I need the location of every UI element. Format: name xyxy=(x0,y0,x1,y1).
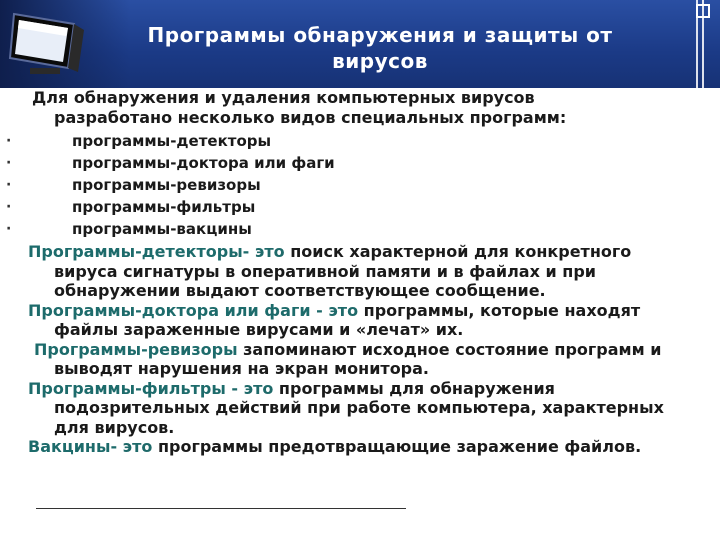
doctors-term: Программы-доктора или фаги xyxy=(28,300,311,320)
bullet-dot: · xyxy=(6,199,12,215)
auditors-term: Программы-ревизоры xyxy=(34,339,238,359)
list-item: · программы-фильтры xyxy=(6,198,256,216)
monitor-icon xyxy=(8,8,92,78)
slide-header xyxy=(0,0,720,88)
doctors-eto: - это xyxy=(310,300,359,320)
bullet-dot: · xyxy=(6,221,12,237)
doctors-paragraph xyxy=(28,301,700,340)
title-line-2: вирусов xyxy=(332,49,428,73)
vaccines-text: программы предотвращающие заражение файлов. xyxy=(152,437,642,456)
auditors-paragraph xyxy=(28,340,700,379)
auditors-text: запоминают исходное состояние программ и выводят нарушения на экран монитора. xyxy=(54,339,662,378)
intro-line-1: Для обнаружения и удаления компьютерных вирусов xyxy=(32,88,535,107)
filters-term: Программы-фильтры xyxy=(28,378,226,398)
bullet-dot: · xyxy=(6,177,12,193)
title-line-1: Программы обнаружения и защиты от xyxy=(147,23,613,47)
list-item: · программы-детекторы xyxy=(6,132,272,150)
footer-rule xyxy=(36,508,406,509)
filters-text: программы для обнаружения подозрительных действий при работе компьютера, характерных для вирусов. xyxy=(54,378,664,437)
vaccines-term: Вакцины- xyxy=(28,437,118,456)
bullet-dot: · xyxy=(6,155,12,171)
detectors-paragraph xyxy=(28,242,700,301)
filters-paragraph xyxy=(28,379,700,438)
list-item: · программы-ревизоры xyxy=(6,176,261,194)
vaccines-eto: это xyxy=(117,437,153,456)
slide-title xyxy=(100,22,660,74)
list-item: · программы-вакцины xyxy=(6,220,252,238)
filters-eto: - это xyxy=(225,378,274,398)
program-types-list xyxy=(6,130,700,240)
bullet-dot: · xyxy=(6,133,12,149)
detectors-term: Программы-детекторы- xyxy=(28,242,250,261)
slide-body xyxy=(6,88,700,457)
detectors-eto: это xyxy=(249,242,285,261)
detectors-text: поиск характерной для конкретного вируса сигнатуры в оперативной памяти и в файлах и при обнаружении выдают соответствующее сообщение. xyxy=(54,242,632,300)
intro-line-2: разработано несколько видов специальных программ: xyxy=(54,108,567,127)
vaccines-paragraph xyxy=(28,437,700,457)
list-item: · программы-доктора или фаги xyxy=(6,154,335,172)
doctors-text: программы, которые находят файлы зараженные вирусами и «лечат» их. xyxy=(54,300,641,339)
intro-paragraph xyxy=(28,88,700,128)
header-square-decoration xyxy=(696,4,710,18)
